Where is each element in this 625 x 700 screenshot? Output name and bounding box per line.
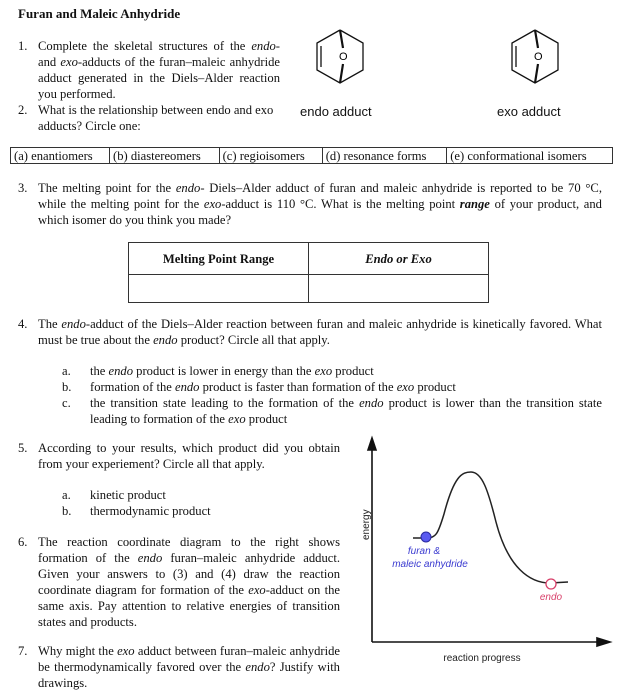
reaction-coordinate-diagram: [340, 430, 625, 670]
melting-point-table: [128, 242, 489, 303]
x-axis-label: reaction progress: [443, 653, 521, 664]
question-1: 1. Complete the skeletal structures of the endo- and exo-adducts of the furan–maleic anhydride adduct generated in the Diels–Alder reaction you performed.: [18, 39, 280, 101]
y-axis-label: energy: [361, 509, 372, 540]
svg-text:O: O: [534, 51, 543, 63]
option-b[interactable]: (b) diastereomers: [110, 148, 220, 164]
product-label: endo: [539, 592, 563, 603]
question-3: 3. The melting point for the endo- Diels–Alder adduct of furan and maleic anhydride is reported to be 70 °C, while the melting point for the exo-adduct is 110 °C. What is the melting point range of your product, and which isomer do you think you made?: [18, 181, 602, 227]
option-c[interactable]: (c) regioisomers: [219, 148, 322, 164]
endo-adduct-structure: [310, 28, 370, 88]
exo-adduct-label: exo adduct: [497, 104, 561, 119]
q4-option-a[interactable]: a. the endo product is lower in energy than the exo product: [62, 364, 374, 378]
reactant-label-2: maleic anhydride: [392, 559, 468, 570]
q5-option-b[interactable]: b. thermodynamic product: [62, 504, 211, 518]
option-a[interactable]: (a) enantiomers: [11, 148, 110, 164]
question-5: 5. According to your results, which product did you obtain from your experiement? Circle all that apply.: [18, 441, 340, 471]
page-title: Furan and Maleic Anhydride: [18, 6, 181, 21]
reactant-marker: [421, 532, 431, 542]
q4-option-b[interactable]: b. formation of the endo product is faster than formation of the exo product: [62, 380, 456, 394]
x-axis-arrow: [597, 638, 610, 646]
svg-text:O: O: [339, 51, 348, 63]
melting-point-cell[interactable]: [129, 275, 309, 303]
option-d[interactable]: (d) resonance forms: [322, 148, 447, 164]
question-4: 4. The endo-adduct of the Diels–Alder reaction between furan and maleic anhydride is kinetically favored. What must be true about the endo product? Circle all that apply.: [18, 317, 602, 347]
question-6: 6. The reaction coordinate diagram to the right shows formation of the endo furan–maleic anhydride adduct. Given your answers to (3) and (4) draw the reaction coordinate diagram for formation of the exo-adduct on the same axis. Pay attention to relative energies of transition states and products.: [18, 535, 341, 629]
header-melting-point-range: Melting Point Range: [129, 243, 309, 275]
q4-option-c[interactable]: c. the transition state leading to the formation of the endo product is lower than the transition state leading to formation of the exo product: [62, 396, 602, 426]
endo-adduct-label: endo adduct: [300, 104, 372, 119]
q5-option-a[interactable]: a. kinetic product: [62, 488, 166, 502]
exo-adduct-structure: [505, 28, 565, 88]
question-7: 7. Why might the exo adduct between furan–maleic anhydride be thermodynamically favored over the endo? Justify with drawings.: [18, 644, 340, 690]
y-axis-arrow: [368, 438, 376, 450]
relationship-options: [10, 147, 613, 164]
question-2: 2. What is the relationship between endo and exo adducts? Circle one:: [18, 103, 274, 133]
header-endo-or-exo: Endo or Exo: [309, 243, 489, 275]
option-e[interactable]: (e) conformational isomers: [447, 148, 613, 164]
product-marker: [546, 579, 556, 589]
endo-exo-cell[interactable]: [309, 275, 489, 303]
reactant-label-1: furan &: [407, 546, 441, 557]
